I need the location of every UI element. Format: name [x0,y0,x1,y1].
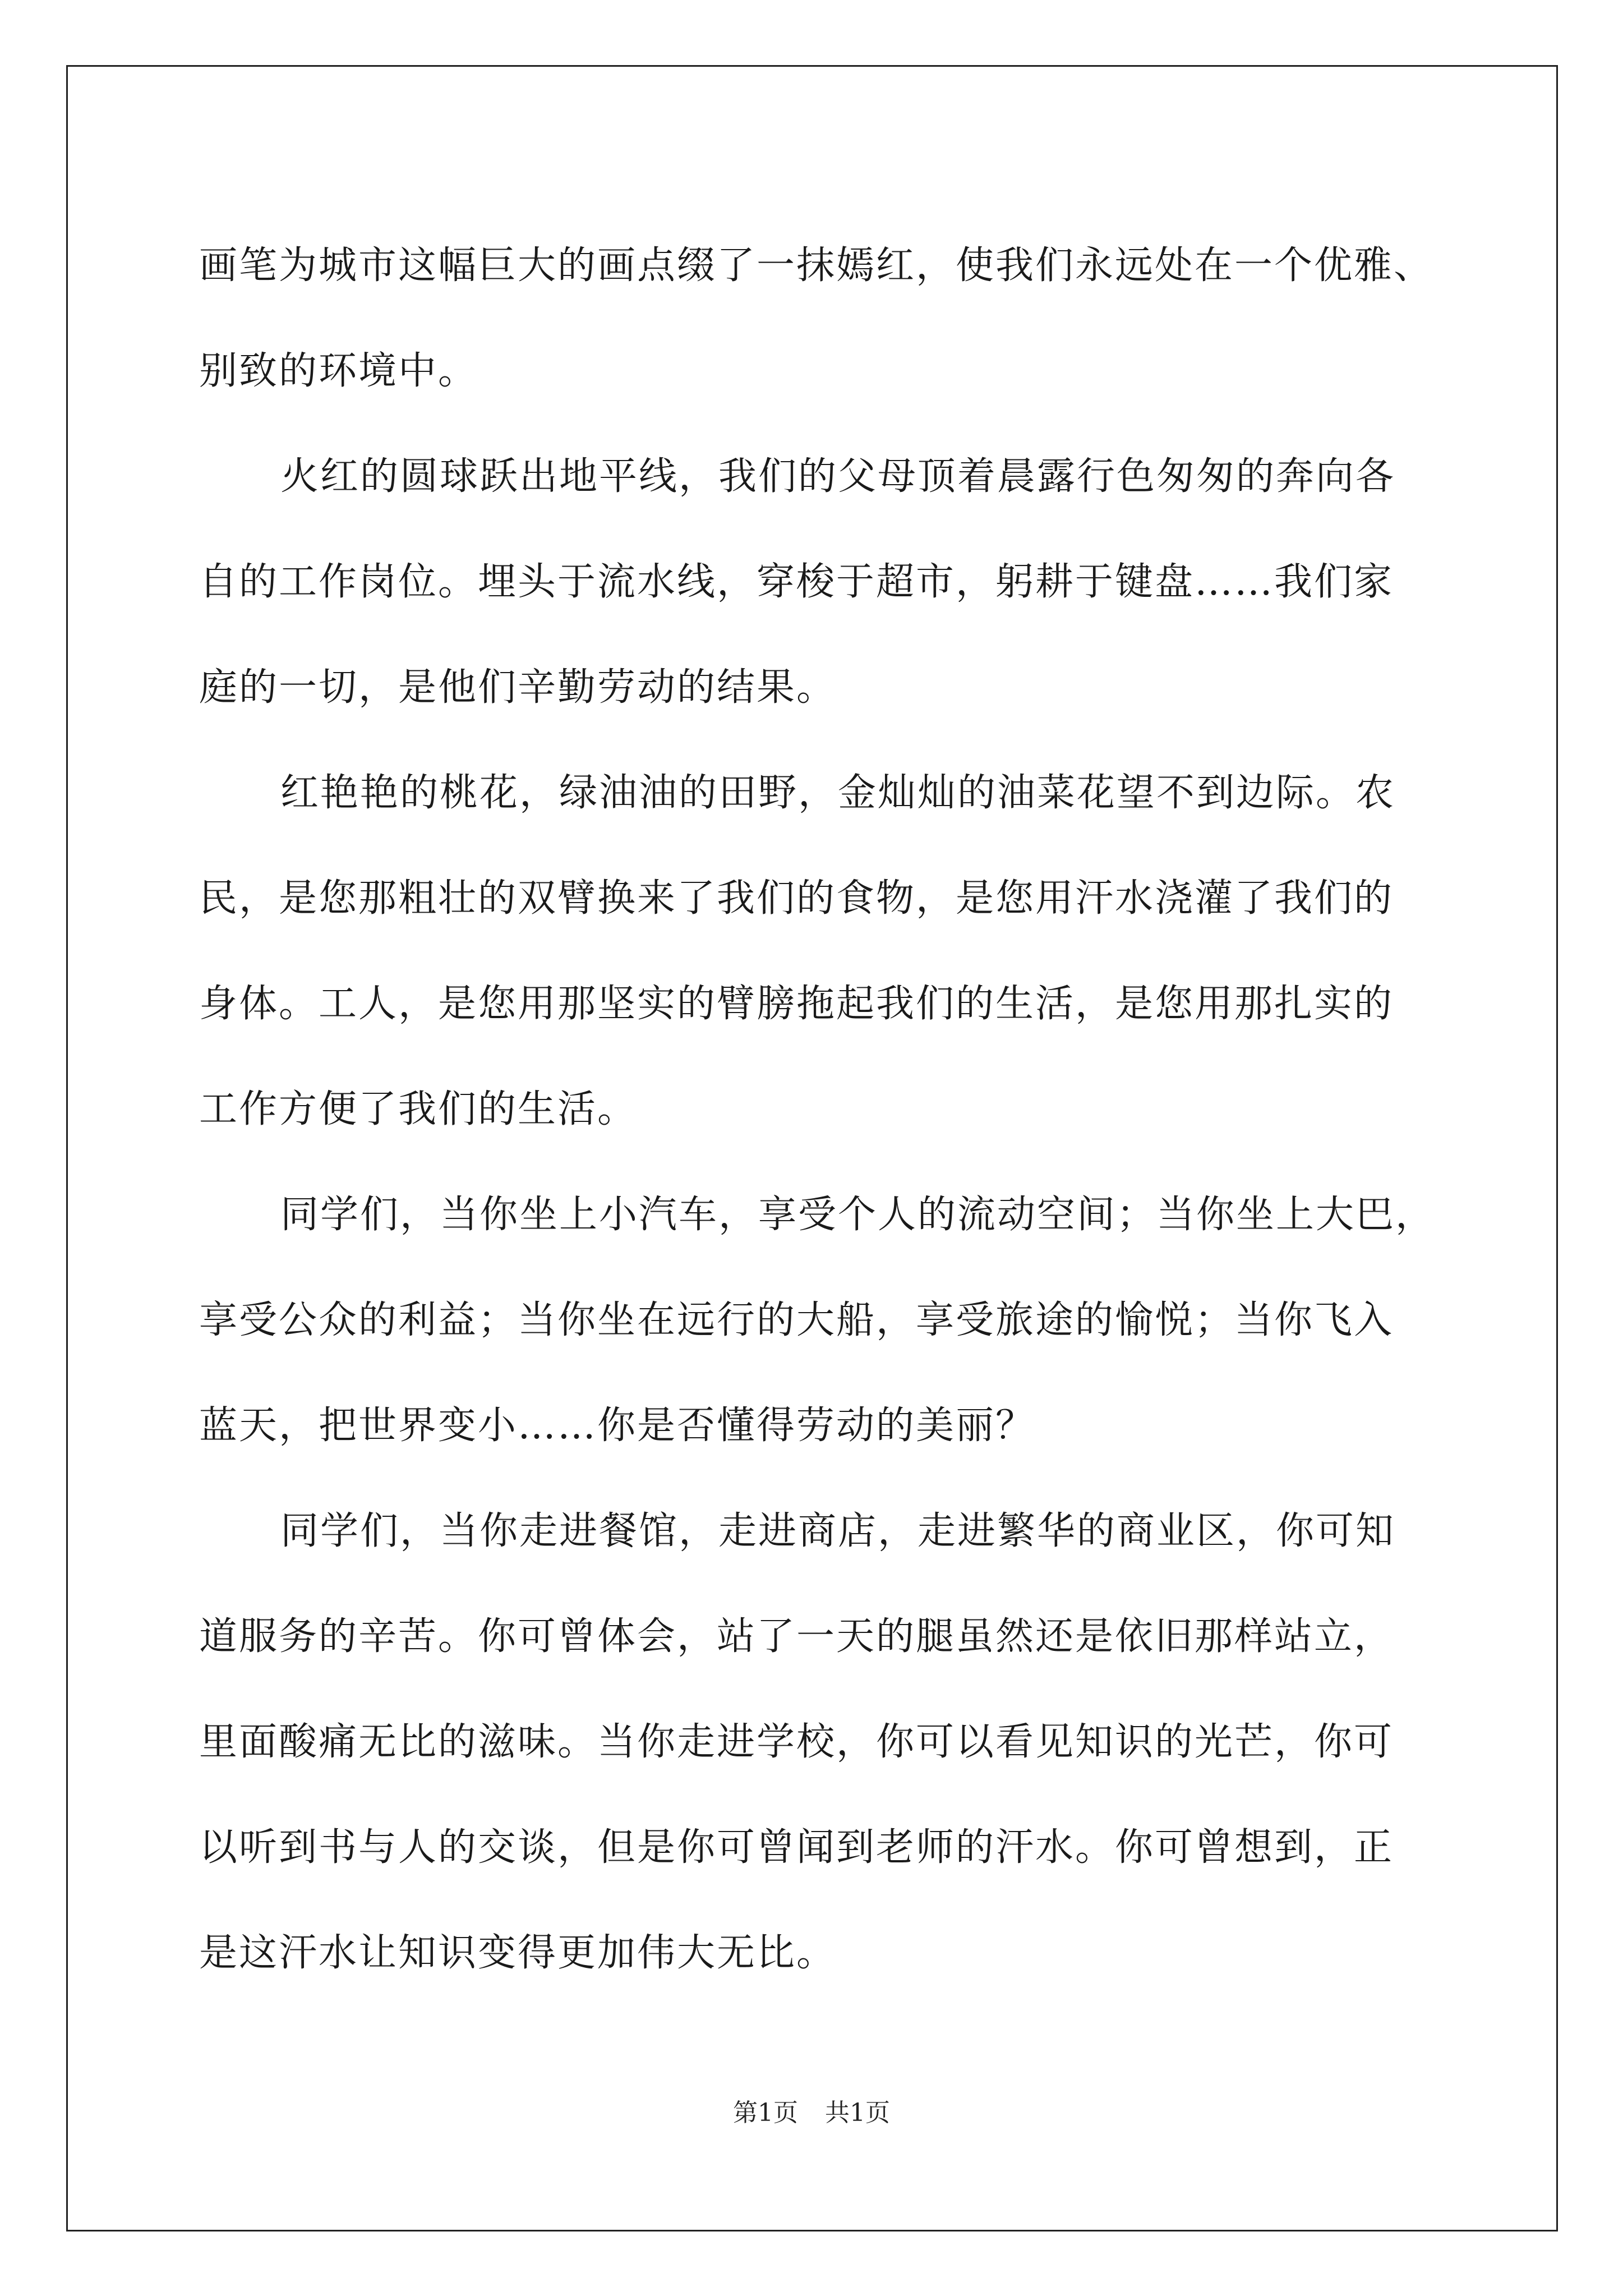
text-line: 别致的环境中。 [199,349,478,393]
page-footer [0,2092,1623,2128]
text-line: 道服务的辛苦。你可曾体会，站了一天的腿虽然还是依旧那样站立， [199,1614,1394,1659]
text-line: 享受公众的利益；当你坐在远行的大船，享受旅途的愉悦；当你飞入 [199,1298,1394,1342]
page-number-total: 共1页 [825,2099,890,2127]
text-line: 工作方便了我们的生活。 [199,1087,638,1131]
text-line: 身体。工人，是您用那坚实的臂膀拖起我们的生活，是您用那扎实的 [199,982,1394,1026]
text-line: 红艳艳的桃花，绿油油的田野，金灿灿的油菜花望不到边际。农 [280,771,1396,815]
text-line: 自的工作岗位。埋头于流水线，穿梭于超市，躬耕于键盘……我们家 [199,560,1394,604]
text-line: 民，是您那粗壮的双臂换来了我们的食物，是您用汗水浇灌了我们的 [199,876,1394,921]
text-line: 同学们，当你走进餐馆，走进商店，走进繁华的商业区，你可知 [280,1509,1396,1553]
text-line: 画笔为城市这幅巨大的画点缀了一抹嫣红，使我们永远处在一个优雅、 [199,243,1434,288]
text-line: 是这汗水让知识变得更加伟大无比。 [199,1931,837,1975]
page-number-current: 第1页 [733,2099,798,2127]
text-line: 同学们，当你坐上小汽车，享受个人的流动空间；当你坐上大巴， [280,1193,1436,1237]
text-line: 以听到书与人的交谈，但是你可曾闻到老师的汗水。你可曾想到，正 [199,1825,1394,1870]
document-body [199,213,1436,2006]
text-line: 火红的圆球跃出地平线，我们的父母顶着晨露行色匆匆的奔向各 [280,454,1396,499]
text-line: 里面酸痛无比的滋味。当你走进学校，你可以看见知识的光芒，你可 [199,1720,1394,1764]
text-line: 庭的一切，是他们辛勤劳动的结果。 [199,665,837,710]
text-line: 蓝天，把世界变小……你是否懂得劳动的美丽？ [199,1404,1036,1448]
